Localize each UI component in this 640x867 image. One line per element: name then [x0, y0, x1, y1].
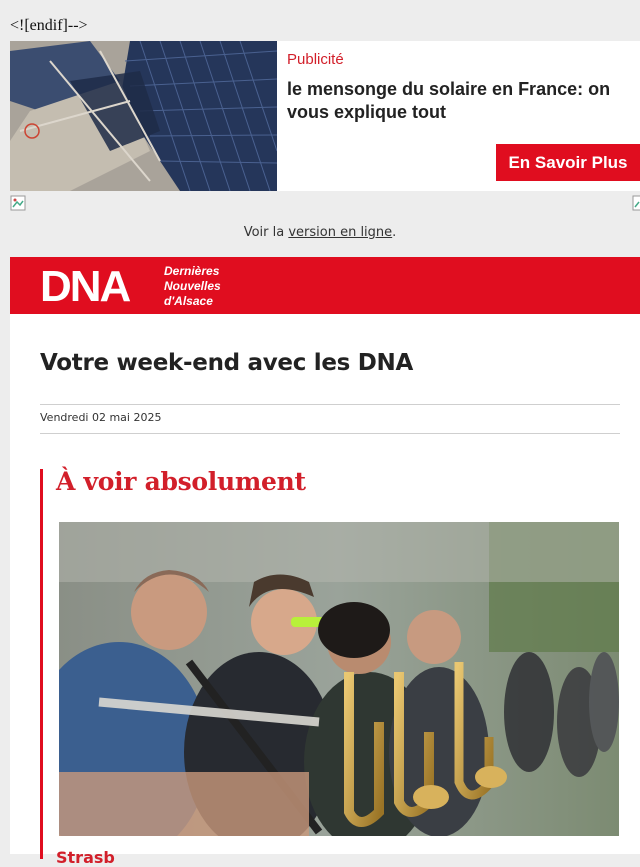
svg-text:DNA: DNA — [40, 268, 130, 304]
section-accent-bar — [40, 469, 43, 859]
section-title: À voir absolument — [56, 467, 306, 496]
newsletter-title: Votre week-end avec les DNA — [40, 350, 413, 376]
tagline-line: Nouvelles — [164, 279, 221, 293]
divider — [40, 433, 620, 434]
ad-headline[interactable]: le mensonge du solaire en France: on vous explique tout — [287, 79, 611, 122]
saxophone-article-image[interactable] — [59, 522, 619, 836]
newsletter-body — [10, 314, 640, 867]
view-online-suffix: . — [392, 225, 397, 240]
ad-sponsored-label: Publicité — [287, 51, 344, 68]
broken-image-icon — [632, 195, 640, 211]
tagline-line: d'Alsace — [164, 294, 213, 308]
view-online-line — [0, 225, 640, 240]
view-online-prefix: Voir la — [243, 225, 289, 240]
dna-logo[interactable] — [40, 268, 154, 304]
view-online-link[interactable]: version en ligne — [288, 225, 393, 240]
ad-learn-more-button[interactable]: En Savoir Plus — [496, 144, 640, 181]
ad-banner[interactable] — [10, 41, 640, 191]
newsletter-date: Vendredi 02 mai 2025 — [40, 411, 162, 424]
conditional-comment-text: <![endif]--> — [10, 17, 88, 34]
dna-tagline — [164, 264, 221, 309]
solar-panels-ad-image[interactable] — [10, 41, 277, 191]
divider — [40, 404, 620, 405]
tagline-line: Dernières — [164, 264, 220, 278]
broken-image-icon — [10, 195, 26, 211]
dna-header — [10, 257, 640, 314]
article-location-label: Strasb — [56, 848, 115, 867]
